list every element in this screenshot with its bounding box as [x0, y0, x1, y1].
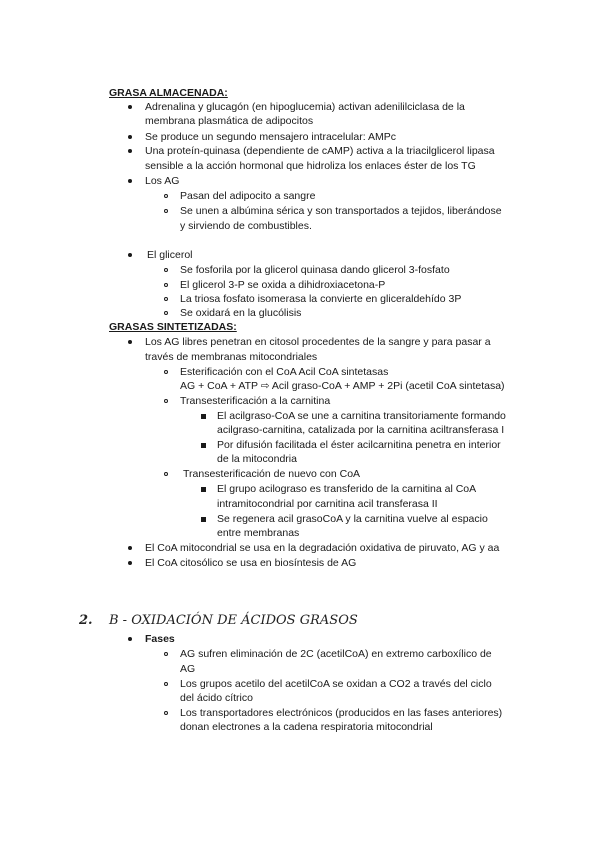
bullet-disc — [127, 175, 133, 188]
sub-list-item: Se unen a albúmina sérica y son transportados a tejidos, liberándose — [180, 205, 502, 217]
sub-sub-list-item: El acilgraso-CoA se une a carnitina transitoriamente formando — [217, 410, 506, 422]
sub-sub-list-item: El grupo acilograso es transferido de la carnitina al CoA — [217, 483, 477, 495]
bullet-disc — [127, 101, 133, 114]
sub-list-item: Se oxidará en la glucólisis — [180, 307, 302, 319]
sub-list-item: El glicerol 3-P se oxida a dihidroxiacetona-P — [180, 279, 386, 291]
bullet-disc — [127, 557, 133, 570]
bullet-circle — [163, 190, 169, 203]
list-item: Adrenalina y glucagón (en hipoglucemia) activan adenililciclasa de la — [145, 101, 465, 113]
sub-list-item: Transesterificación de nuevo con CoA — [183, 468, 361, 480]
section-title: B - OXIDACIÓN DE ÁCIDOS GRASOS — [109, 613, 358, 628]
bullet-square — [200, 483, 206, 496]
list-item-fases: Fases — [145, 633, 175, 645]
bullet-disc — [127, 249, 133, 262]
sub-list-item: Transesterificación a la carnitina — [180, 395, 331, 407]
bullet-square — [200, 513, 206, 526]
sub-list-item: Los grupos acetilo del acetilCoA se oxidan a CO2 a través del ciclo — [180, 678, 492, 690]
list-item-continuation: través de membranas mitocondriales — [145, 351, 318, 363]
bullet-square — [200, 410, 206, 423]
list-item: Los AG — [145, 175, 180, 187]
bullet-circle — [163, 707, 169, 720]
sub-list-item: La triosa fosfato isomerasa la convierte en gliceraldehído 3P — [180, 293, 462, 305]
bullet-circle — [163, 279, 169, 292]
section-number: 2. — [79, 613, 93, 628]
bullet-disc — [127, 542, 133, 555]
sub-list-item-continuation: AG — [180, 663, 196, 675]
sub-sub-list-item: Se regenera acil grasoCoA y la carnitina vuelve al espacio — [217, 513, 488, 525]
sub-list-item-continuation: donan electrones a la cadena respiratoria mitocondrial — [180, 721, 433, 733]
bullet-disc — [127, 336, 133, 349]
sub-list-item-continuation: del ácido cítrico — [180, 692, 253, 704]
section-heading-grasas-sintetizadas: GRASAS SINTETIZADAS: — [109, 321, 237, 333]
bullet-circle — [163, 366, 169, 379]
bullet-circle — [163, 293, 169, 306]
sub-sub-list-item-continuation: intramitocondrial por carnitina acil transferasa II — [217, 498, 438, 510]
list-item: El glicerol — [147, 249, 193, 261]
list-item: Se produce un segundo mensajero intracelular: AMPc — [145, 131, 396, 143]
sub-sub-list-item-continuation: entre membranas — [217, 527, 300, 539]
list-item: Una proteín-quinasa (dependiente de cAMP) activa a la triacilglicerol lipasa — [145, 145, 495, 157]
list-item-continuation: sensible a la acción hormonal que hidroliza los enlaces éster de los TG — [145, 160, 476, 172]
list-item-continuation: membrana plasmática de adipocitos — [145, 115, 314, 127]
bullet-circle — [163, 648, 169, 661]
bullet-disc — [127, 145, 133, 158]
bullet-circle — [163, 395, 169, 408]
sub-list-item: Se fosforila por la glicerol quinasa dando glicerol 3-fosfato — [180, 264, 450, 276]
sub-list-item: Pasan del adipocito a sangre — [180, 190, 316, 202]
sub-list-item: Los transportadores electrónicos (producidos en las fases anteriores) — [180, 707, 503, 719]
sub-list-item-continuation: y sirviendo de combustibles. — [180, 220, 312, 232]
list-item: El CoA citosólico se usa en biosíntesis de AG — [145, 557, 357, 569]
equation-line: AG + CoA + ATP ⇨ Acil graso-CoA + AMP + 2Pi (acetil CoA sintetasa) — [180, 380, 505, 392]
sub-sub-list-item-continuation: acilgraso-carnitina, catalizada por la carnitina aciltransferasa I — [217, 424, 505, 436]
list-item: Los AG libres penetran en citosol procedentes de la sangre y para pasar a — [145, 336, 491, 348]
list-item: El CoA mitocondrial se usa en la degradación oxidativa de piruvato, AG y aa — [145, 542, 500, 554]
bullet-circle — [163, 264, 169, 277]
bullet-circle — [163, 205, 169, 218]
bullet-disc — [127, 633, 133, 646]
bullet-circle — [163, 468, 169, 481]
sub-list-item: Esterificación con el CoA Acil CoA sintetasas — [180, 366, 389, 378]
bullet-circle — [163, 307, 169, 320]
section-heading-grasa-almacenada: GRASA ALMACENADA: — [109, 87, 228, 99]
sub-sub-list-item-continuation: de la mitocondria — [217, 453, 297, 465]
bullet-square — [200, 439, 206, 452]
bullet-circle — [163, 678, 169, 691]
sub-sub-list-item: Por difusión facilitada el éster acilcarnitina penetra en interior — [217, 439, 501, 451]
bullet-disc — [127, 131, 133, 144]
sub-list-item: AG sufren eliminación de 2C (acetilCoA) en extremo carboxílico de — [180, 648, 492, 660]
